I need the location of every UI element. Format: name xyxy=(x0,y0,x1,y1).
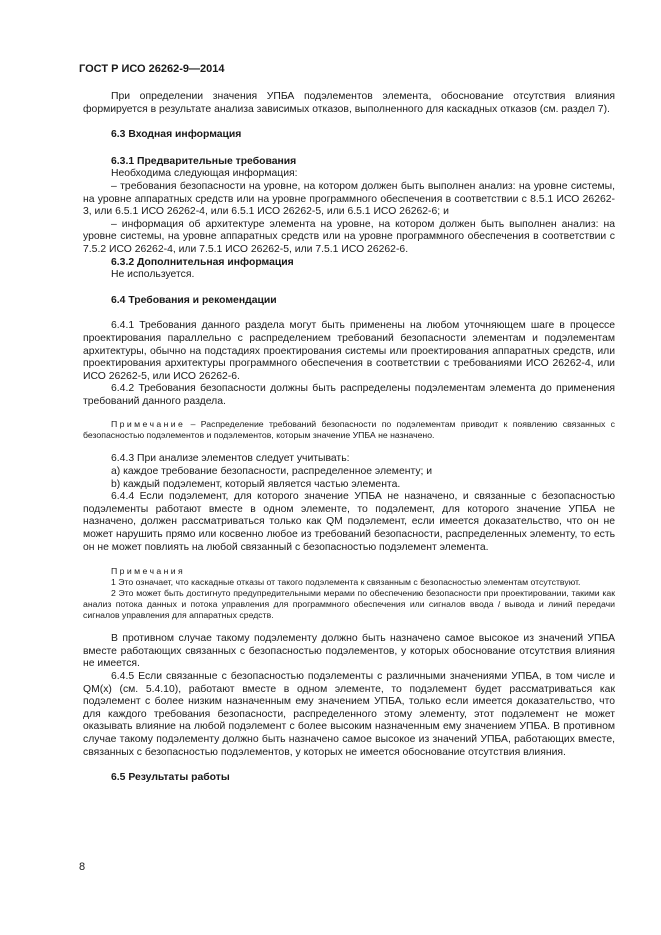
note-item: 2 Это может быть достигнуто предупредительными мерами по обеспечению безопасности при проектировании, такими как анализ потока данных и потока управления для программного обеспечения или сигналов ввода / вывода и линий передачи сигналов управления для аппаратных средств. xyxy=(83,588,615,621)
paragraph-6-4-5: 6.4.5 Если связанные с безопасностью подэлементы с различными значениями УПБА, в том числе и QM(x) (см. 5.4.10), работают вместе в одном элементе, то подэлемент будет рассматриваться как подэлемент с более низким назначенным ему значением УПБА, только если имеется доказательство, что для каждого требования безопасности, распределенного этому элементу, этот подэлемент не может оказывать влияние на любой подэлемент с более высоким назначенным ему значением УПБА. В противном случае такому подэлементу должно быть назначено самое высокое из значений УПБА, работающих вместе, связанных с безопасностью подэлементов, у которых не имеется обоснование отсутствия влияния. xyxy=(83,671,615,758)
section-6-3-1-lead: Необходима следующая информация: xyxy=(111,168,298,180)
list-item: – информация об архитектуре элемента на уровне, на котором должен быть выполнен анализ: на уровне системы, на уровне аппаратных средств или на уровне программного обеспечения в соответствии с 7.5.2 ИСО 26262-4, или 7.5.1 ИСО 26262-5, или 7.5.1 ИСО 26262-6. xyxy=(83,218,615,255)
note-label: Примечание xyxy=(111,419,186,430)
section-6-5-heading: 6.5 Результаты работы xyxy=(111,772,230,784)
paragraph-6-4-4: 6.4.4 Если подэлемент, для которого значение УПБА не назначено, и связанные с безопасностью подэлементы работают вместе в одном элементе, то подэлемент, для которого значение УПБА не назначено, должен рассматриваться только как QM подэлемент, если имеется доказательство, что он не может нарушить прямо или косвенно любое из требований безопасности, распределенных элементу, то есть он не может повлиять на любой связанный с безопасностью подэлемент элемента. xyxy=(83,491,615,553)
list-item: – требования безопасности на уровне, на котором должен быть выполнен анализ: на уровне системы, на уровне аппаратных средств или на уровне программного обеспечения в соответствии с 8.5.1 ИСО 26262-3, или 6.5.1 ИСО 26262-4, или 6.5.1 ИСО 26262-5, или 6.5.1 ИСО 26262-6; и xyxy=(83,180,615,218)
document-header: ГОСТ Р ИСО 26262-9—2014 xyxy=(79,63,225,75)
paragraph-otherwise: В противном случае такому подэлементу должно быть назначено самое высокое из значений УПБА вместе работающих связанных с безопасностью подэлементов, у которых обоснование отсутствия влияния не имеется. xyxy=(83,633,615,670)
paragraph-6-4-1: 6.4.1 Требования данного раздела могут быть применены на любом уточняющем шаге в процессе проектирования параллельно с распределением требований безопасности элементам и подэлементам архитектуры, обычно на подстадиях проектирования системы или проектирования аппаратных средств, или проектирования архитектуры программного обеспечения в соответствии с требованиями ИСО 26262-4, или ИСО 26262-5, или ИСО 26262-6. xyxy=(83,320,615,382)
intro-paragraph: При определении значения УПБА подэлементов элемента, обоснование отсутствия влияния формируется в результате анализа зависимых отказов, выполненного для каскадных отказов (см. раздел 7). xyxy=(83,91,615,115)
notes-label: Примечания xyxy=(111,566,186,577)
section-6-3-heading: 6.3 Входная информация xyxy=(111,129,242,141)
section-6-3-2-text: Не используется. xyxy=(111,269,195,281)
note-item: 1 Это означает, что каскадные отказы от такого подэлемента к связанным с безопасностью элементам отсутствуют. xyxy=(111,577,581,588)
section-6-3-2-heading: 6.3.2 Дополнительная информация xyxy=(111,256,294,268)
page-number: 8 xyxy=(79,861,86,873)
page-body xyxy=(83,91,615,785)
list-item: b) каждый подэлемент, который является частью элемента. xyxy=(111,478,401,490)
note-1 xyxy=(83,419,615,441)
paragraph-6-4-2: 6.4.2 Требования безопасности должны быть распределены подэлементам элемента до применения требований данного раздела. xyxy=(83,383,615,407)
note-text: – Распределение требований безопасности по подэлементам приводит к появлению связанных с безопасностью подэлементов и подэлементов, которым значение УПБА не назначено. xyxy=(83,419,615,441)
list-item: a) каждое требование безопасности, распределенное элементу; и xyxy=(111,466,433,478)
paragraph-6-4-3: 6.4.3 При анализе элементов следует учитывать: xyxy=(111,453,350,465)
section-6-3-1-heading: 6.3.1 Предварительные требования xyxy=(111,155,297,167)
section-6-4-heading: 6.4 Требования и рекомендации xyxy=(111,294,277,306)
